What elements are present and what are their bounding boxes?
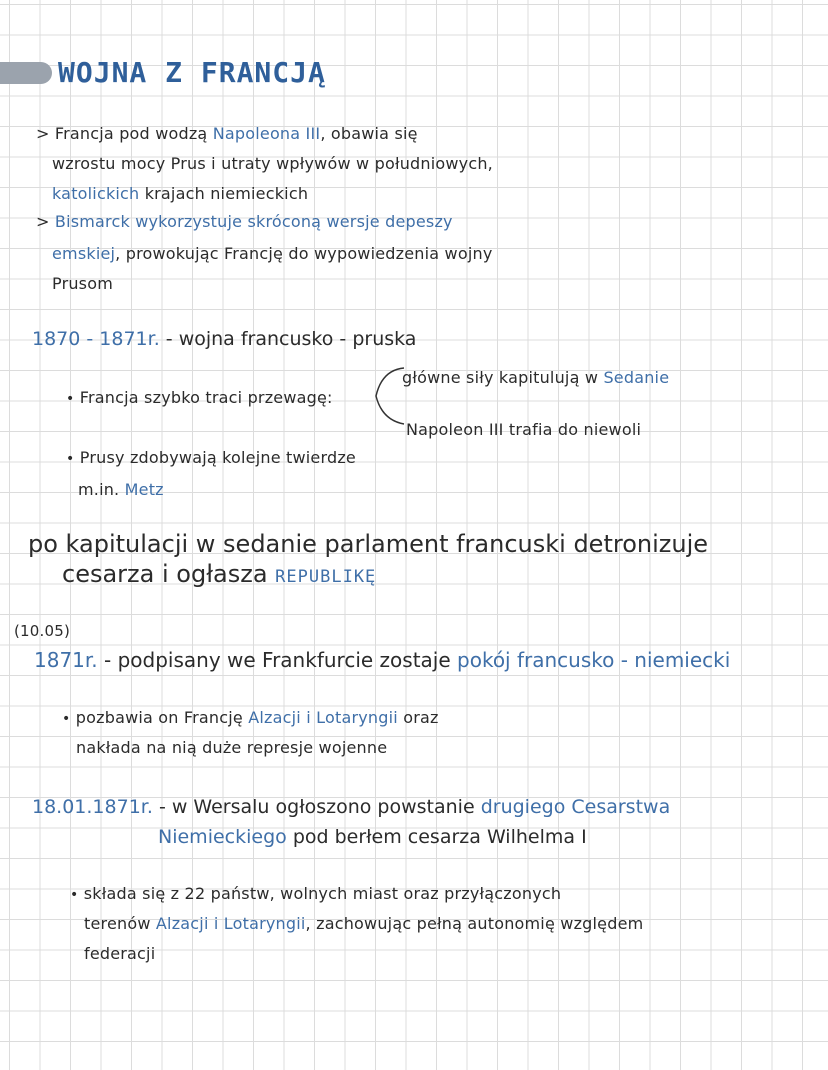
- section4-bullet-line2: nakłada na nią duże represje wojenne: [76, 738, 388, 757]
- section1-point1-line1: > Francja pod wodzą Napoleona III, obawia się: [36, 124, 418, 143]
- alzacja-lotaryngia-term: Alzacji i Lotaryngii: [248, 708, 398, 727]
- section1-point1-line3: katolickich krajach niemieckich: [52, 184, 309, 203]
- metz-term: Metz: [124, 480, 164, 499]
- cesarstwo-term: drugiego Cesarstwa: [480, 796, 671, 818]
- section2-bullet2-line1: • Prusy zdobywają kolejne twierdze: [66, 448, 356, 467]
- section5-line1: 18.01.1871r. - w Wersalu ogłoszono powstanie drugiego Cesarstwa: [32, 796, 671, 818]
- dot-bullet-icon: •: [66, 391, 75, 407]
- page-title: WOJNA Z FRANCJĄ: [58, 56, 326, 89]
- section4-date-note: (10.05): [14, 622, 71, 640]
- dot-bullet-icon: •: [70, 887, 79, 903]
- peace-term: pokój francusko - niemiecki: [457, 648, 731, 672]
- section5-line2: Niemieckiego pod berłem cesarza Wilhelma I: [158, 826, 587, 848]
- section4-bullet-line1: • pozbawia on Francję Alzacji i Lotaryngii oraz: [62, 708, 439, 727]
- date-1870-1871: 1870 - 1871r.: [32, 328, 160, 350]
- depesza-term: depeszy: [385, 212, 453, 231]
- date-1871: 1871r.: [34, 648, 98, 672]
- dot-bullet-icon: •: [66, 451, 75, 467]
- section2-branch2: Napoleon III trafia do niewoli: [406, 420, 642, 439]
- section5-bullet-line2: terenów Alzacji i Lotaryngii, zachowując pełną autonomię względem: [84, 914, 644, 933]
- section1-point1-line2: wzrostu mocy Prus i utraty wpływów w południowych,: [52, 154, 493, 173]
- section3-line1: po kapitulacji w sedanie parlament francuski detronizuje: [28, 530, 709, 558]
- arrow-bullet-icon: >: [36, 124, 50, 143]
- arrow-bullet-icon: >: [36, 212, 50, 231]
- date-18-01-1871: 18.01.1871r.: [32, 796, 153, 818]
- republika-term: REPUBLIKĘ: [275, 567, 377, 587]
- section2-bullet2-line2: m.in. Metz: [78, 480, 164, 499]
- section2-bullet1: • Francja szybko traci przewagę:: [66, 388, 333, 407]
- napoleon-term: Napoleona III: [212, 124, 321, 143]
- section5-bullet-line3: federacji: [84, 944, 156, 963]
- dot-bullet-icon: •: [62, 711, 71, 727]
- section1-point2-line1: > Bismarck wykorzystuje skróconą wersje depeszy: [36, 212, 453, 231]
- section2-branch1: główne siły kapitulują w Sedanie: [402, 368, 670, 387]
- title-highlight-bar: [0, 62, 52, 84]
- alzacja-lotaryngia-term-2: Alzacji i Lotaryngii: [155, 914, 306, 933]
- section5-bullet-line1: • składa się z 22 państw, wolnych miast oraz przyłączonych: [70, 884, 562, 903]
- sedan-term: Sedanie: [603, 368, 670, 387]
- section4-line: 1871r. - podpisany we Frankfurcie zostaje pokój francusko - niemiecki: [34, 648, 731, 672]
- section3-line2: cesarza i ogłasza REPUBLIKĘ: [62, 560, 377, 588]
- section1-point2-line2: emskiej, prowokując Francję do wypowiedzenia wojny: [52, 244, 493, 263]
- section2-heading: 1870 - 1871r. - wojna francusko - pruska: [32, 328, 417, 350]
- section1-point2-line3: Prusom: [52, 274, 113, 293]
